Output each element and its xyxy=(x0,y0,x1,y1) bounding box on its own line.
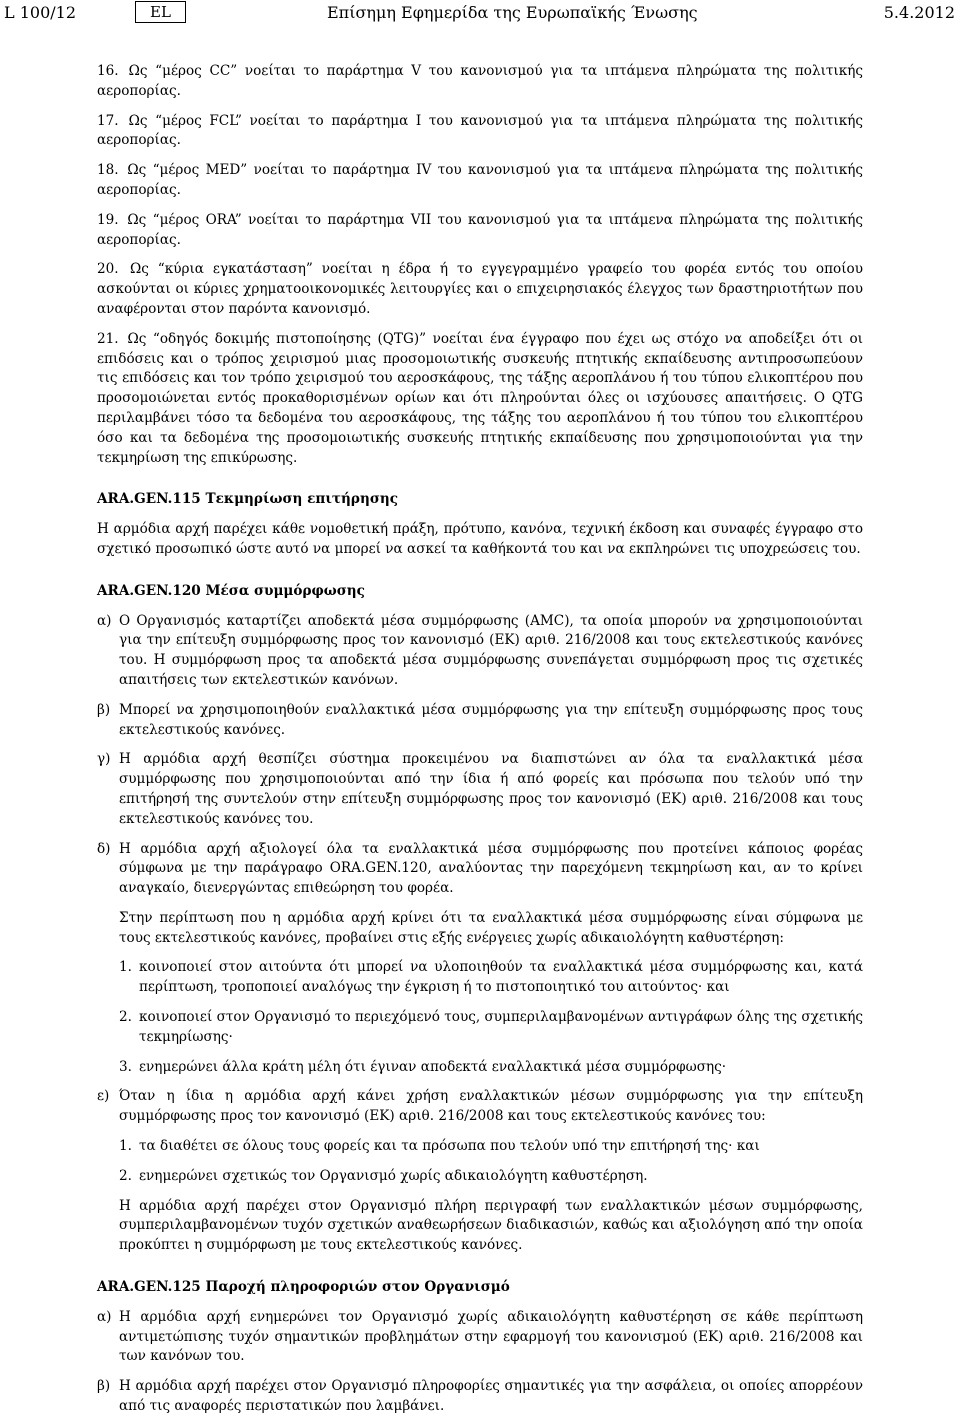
list-item xyxy=(119,958,863,998)
point-text: Η αρμόδια αρχή ενημερώνει τον Οργανισμό χωρίς αδικαιολόγητη καθυστέρηση σε κάθε περίπτωση αντιμετώπισης τυχόν σημαντικών προβλημάτων στην εφαρμογή του κανονισμού (ΕΚ) αριθ. 216/2008 και των κανόνων του. xyxy=(119,1308,863,1365)
definition-20 xyxy=(97,260,863,319)
section-heading-125 xyxy=(97,1278,863,1298)
point-b xyxy=(97,701,863,741)
definition-18 xyxy=(97,161,863,201)
point-label: α) xyxy=(97,1308,112,1325)
list-item-text: κοινοποιεί στον αιτούντα ότι μπορεί να υλοποιηθούν τα εναλλακτικά μέσα συμμόρφωσης και, κατά περίπτωση, τροποποιεί αναλόγως την έγκριση ή το πιστοποιητικό του αιτούντος· και xyxy=(139,959,863,996)
point-a xyxy=(97,612,863,691)
section-title: Μέσα συμμόρφωσης xyxy=(205,582,365,599)
page-number: L 100/12 xyxy=(4,3,76,22)
section-title: Παροχή πληροφοριών στον Οργανισμό xyxy=(205,1279,510,1296)
list-item-text: ενημερώνει σχετικώς τον Οργανισμό χωρίς αδικαιολόγητη καθυστέρηση. xyxy=(139,1167,648,1184)
point-label: β) xyxy=(97,701,111,718)
definition-19 xyxy=(97,211,863,251)
definition-number: 21. xyxy=(97,330,119,347)
section-heading-120 xyxy=(97,582,863,602)
definition-text: Ως “μέρος FCL” νοείται το παράρτημα I του κανονισμού για τα ιπτάμενα πληρώματα της πολιτικής αεροπορίας. xyxy=(97,112,863,149)
publication-date: 5.4.2012 xyxy=(883,3,955,22)
definition-text: Ως “μέρος ORA” νοείται το παράρτημα VII του κανονισμού για τα ιπτάμενα πληρώματα της πολιτικής αεροπορίας. xyxy=(97,211,863,248)
list-item xyxy=(119,1008,863,1048)
definition-text: Ως “μέρος MED” νοείται το παράρτημα IV του κανονισμού για τα ιπτάμενα πληρώματα της πολιτικής αεροπορίας. xyxy=(97,162,863,198)
point-d xyxy=(97,840,863,899)
point-text: Η αρμόδια αρχή παρέχει στον Οργανισμό πληροφορίες σημαντικές για την ασφάλεια, οι οποίες απορρέουν από τις αναφορές περιστατικών που λαμβάνει. xyxy=(119,1378,863,1415)
point-c xyxy=(97,750,863,829)
definition-16 xyxy=(97,62,863,102)
list-item xyxy=(119,1058,863,1078)
definition-17 xyxy=(97,112,863,152)
section-code: ARA.GEN.125 xyxy=(97,1279,201,1296)
language-badge: EL xyxy=(135,1,186,23)
definition-text: Ως “κύρια εγκατάσταση” νοείται η έδρα ή το εγγεγραμμένο γραφείο του φορέα εντός του οποίου ασκούνται οι κύριες χρηματοοικονομικές λειτουργίες και ο επιχειρησιακός έλεγχος των δραστηριοτήτων που αναφέρονται στον παρόντα κανονισμό. xyxy=(97,261,863,317)
list-item xyxy=(119,1137,863,1157)
list-item-text: κοινοποιεί στον Οργανισμό το περιεχόμενό τους, συμπεριλαμβανομένων αντιγράφων όλης της σχετικής τεκμηρίωσης· xyxy=(139,1009,863,1045)
section-heading-115 xyxy=(97,490,863,510)
point-label: ε) xyxy=(97,1088,110,1105)
point-text: Μπορεί να χρησιμοποιηθούν εναλλακτικά μέσα συμμόρφωσης για την επίτευξη συμμόρφωσης προς τους εκτελεστικούς κανόνες. xyxy=(119,701,863,738)
definition-number: 20. xyxy=(97,261,119,278)
definition-text: Ως “οδηγός δοκιμής πιστοποίησης (QTG)” νοείται ένα έγγραφο που έχει ως στόχο να αποδείξει ότι οι επιδόσεις και ο τρόπος χειρισμού μιας προσομοιωτικής συσκευής πτητικής εκπαίδευσης αντιπροσωπεύουν τις επιδόσεις και τον τρόπο χειρισμού του αεροσκάφους, της τάξης αεροπλάνου ή του τύπου ελικοπτέρου που προσομοιώνεται εντός προκαθορισμένων ορίων και ότι πληρούνται όλες οι ισχύουσες απαιτήσεις. Ο QTG περιλαμβάνει τόσο τα δεδομένα του αεροσκάφους, της τάξης του αεροπλάνου ή του τύπου του ελικοπτέρου όσο και τα δεδομένα της προσομοιωτικής συσκευής πτητικής εκπαίδευσης που χρησιμοποιούνται για την τεκμηρίωση της επικύρωσης. xyxy=(97,330,863,466)
list-item-number: 1. xyxy=(119,959,132,976)
definition-21 xyxy=(97,330,863,469)
list-item-text: τα διαθέτει σε όλους τους φορείς και τα πρόσωπα που τελούν υπό την επιτήρησή της· και xyxy=(139,1138,760,1155)
definition-number: 18. xyxy=(97,162,119,179)
point-b xyxy=(97,1377,863,1417)
point-label: δ) xyxy=(97,840,111,857)
list-item xyxy=(119,1167,863,1187)
page-header xyxy=(0,0,960,40)
list-item-number: 2. xyxy=(119,1009,132,1026)
journal-title: Επίσημη Εφημερίδα της Ευρωπαϊκής Ένωσης xyxy=(327,3,698,22)
section-code: ARA.GEN.120 xyxy=(97,582,201,599)
section-title: Τεκμηρίωση επιτήρησης xyxy=(205,491,399,508)
point-text: Η αρμόδια αρχή θεσπίζει σύστημα προκειμένου να διαπιστώνει αν όλα τα εναλλακτικά μέσα συμμόρφωσης που χρησιμοποιούνται από την ίδια ή από φορείς και πρόσωπα που τελούν υπό την επιτήρησή της συντελούν στην επίτευξη συμμόρφωσης προς τον κανονισμό (ΕΚ) αριθ. 216/2008 και τους εκτελεστικούς κανόνες του. xyxy=(119,751,863,827)
point-label: γ) xyxy=(97,751,111,768)
point-text: Ο Οργανισμός καταρτίζει αποδεκτά μέσα συμμόρφωσης (AMC), τα οποία μπορούν να χρησιμοποιούνται για την επίτευξη συμμόρφωσης προς τον κανονισμό (ΕΚ) αριθ. 216/2008 και τους εκτελεστικούς κανόνες του. Η συμμόρφωση προς τα αποδεκτά μέσα συμμόρφωσης συνεπάγεται συμμόρφωση προς τις σχετικές απαιτήσεις των εκτελεστικών κανόνων. xyxy=(119,612,863,688)
list-item-text: ενημερώνει άλλα κράτη μέλη ότι έγιναν αποδεκτά εναλλακτικά μέσα συμμόρφωσης· xyxy=(139,1058,727,1075)
point-e-paragraph: Η αρμόδια αρχή παρέχει στον Οργανισμό πλήρη περιγραφή των εναλλακτικών μέσων συμμόρφωσης, συμπεριλαμβανομένων τυχόν σχετικών αναθεωρήσεων διαδικασιών, καθώς και αξιολόγηση από την οποία προκύπτει η συμμόρφωση με τους εκτελεστικούς κανόνες. xyxy=(119,1197,863,1254)
point-text: Η αρμόδια αρχή αξιολογεί όλα τα εναλλακτικά μέσα συμμόρφωσης που προτείνει κάποιος φορέας σύμφωνα με την παράγραφο ORA.GEN.120, αναλύοντας την παρεχόμενη τεκμηρίωση και, αν το κρίνει αναγκαίο, διενεργώντας επιθεώρηση του φορέα. xyxy=(119,840,863,897)
document-body xyxy=(97,62,863,1427)
section-115-text: Η αρμόδια αρχή παρέχει κάθε νομοθετική πράξη, πρότυπο, κανόνα, τεχνική έκδοση και συναφές έγγραφο στο σχετικό προσωπικό ώστε αυτό να μπορεί να ασκεί τα καθήκοντά του και να εκπληρώνει τις υποχρεώσεις του. xyxy=(97,521,863,557)
section-code: ARA.GEN.115 xyxy=(97,491,201,508)
definition-number: 17. xyxy=(97,112,119,129)
list-item-number: 2. xyxy=(119,1167,132,1184)
point-e xyxy=(97,1087,863,1127)
point-a xyxy=(97,1308,863,1367)
point-label: α) xyxy=(97,612,112,629)
point-text: Όταν η ίδια η αρμόδια αρχή κάνει χρήση εναλλακτικών μέσων συμμόρφωσης για την επίτευξη συμμόρφωσης προς τον κανονισμό (ΕΚ) αριθ. 216/2008 και τους εκτελεστικούς κανόνες του: xyxy=(119,1088,863,1125)
list-item-number: 1. xyxy=(119,1138,132,1155)
list-item-number: 3. xyxy=(119,1058,132,1075)
definition-text: Ως “μέρος CC” νοείται το παράρτημα V του κανονισμού για τα ιπτάμενα πληρώματα της πολιτικής αεροπορίας. xyxy=(97,63,864,99)
definition-number: 19. xyxy=(97,211,119,228)
definition-number: 16. xyxy=(97,63,119,79)
point-label: β) xyxy=(97,1378,111,1395)
point-d-paragraph: Στην περίπτωση που η αρμόδια αρχή κρίνει ότι τα εναλλακτικά μέσα συμμόρφωσης είναι σύμφωνα με τους εκτελεστικούς κανόνες, προβαίνει στις εξής ενέργειες χωρίς αδικαιολόγητη καθυστέρηση: xyxy=(119,909,863,946)
